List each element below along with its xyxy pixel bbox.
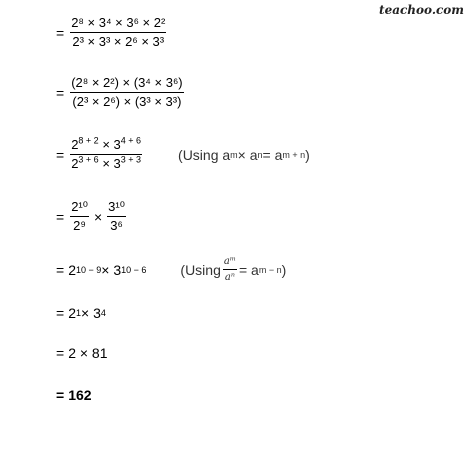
numerator: $2^{8 + 2} \times 3^{4 + 6}$ (71, 135, 142, 152)
rule-fraction: $\frac{\text{aᵐ}}{\text{aⁿ}}$ (223, 256, 236, 283)
equals-sign: = (56, 208, 65, 225)
step-6: = 2 1 × 3 4 (56, 305, 106, 321)
step-1 (56, 16, 168, 50)
equals-sign: = (56, 84, 65, 101)
fraction-bar (70, 92, 183, 93)
equals-sign: = (56, 146, 65, 163)
numerator: 2⁸ × 3⁴ × 3⁶ × 2² (71, 15, 166, 30)
step-8-answer (56, 388, 92, 402)
rule-note: (Using a m × a n = a m + n ) (178, 146, 310, 163)
numerator: (2⁸ × 2²) × (3⁴ × 3⁶) (71, 75, 183, 90)
denominator: (2³ × 2⁶) × (3³ × 3³) (72, 94, 182, 110)
fraction (70, 16, 166, 50)
final-answer: 162 (68, 387, 92, 403)
step-7: = 2 × 81 (56, 345, 108, 361)
fraction-bar (70, 32, 166, 33)
fraction-2: $\frac{\text{3¹⁰}}{\text{3⁶}}$ (108, 199, 125, 234)
fraction-1: $\frac{\text{2¹⁰}}{\text{2⁹}}$ (71, 199, 88, 234)
fraction (70, 135, 142, 172)
step-2 (56, 76, 186, 110)
step-5: = 2 10 − 9 × 3 10 − 6 (Using $\frac{\text{aᵐ}}{\text{aⁿ}}$ = a m − n ) (56, 256, 287, 283)
equals-sign: = (56, 305, 65, 321)
equals-sign: = (56, 261, 65, 278)
equals-sign: = (56, 345, 65, 361)
step-3 (56, 135, 310, 172)
fraction-bar (223, 269, 237, 270)
times-sign: × (93, 208, 103, 225)
step-4 (56, 200, 128, 234)
denominator: $2^{3 + 6} \times 3^{3 + 3}$ (71, 154, 142, 172)
equals-sign: = (56, 387, 65, 403)
rule-note: (Using $\frac{\text{aᵐ}}{\text{aⁿ}}$ = a m − n ) (180, 256, 287, 283)
fraction-bar (107, 216, 126, 217)
fraction-bar (70, 216, 89, 217)
denominator: 2³ × 3³ × 2⁶ × 3³ (72, 34, 165, 50)
fraction (70, 76, 183, 110)
equals-sign: = (56, 24, 65, 41)
teachoo-watermark: teachoo.com (379, 3, 464, 17)
